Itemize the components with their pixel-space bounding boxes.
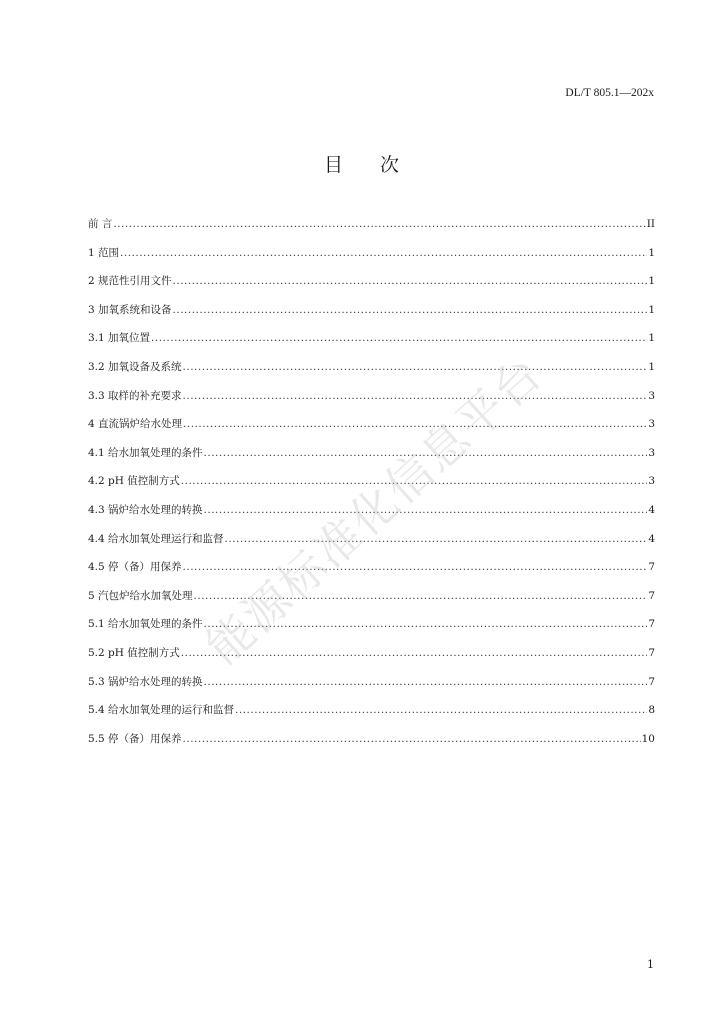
toc-entry-page: 3 [648, 418, 655, 431]
toc-entry[interactable] [88, 273, 655, 302]
toc-entry-label: 4.5 停（备）用保养 [88, 561, 182, 574]
toc-title-char-1: 目 [323, 154, 344, 176]
toc-entry[interactable] [88, 416, 655, 445]
toc-entry[interactable] [88, 674, 655, 703]
toc-dot-leader [183, 561, 648, 573]
toc-dot-leader [151, 332, 647, 344]
toc-entry-page: 3 [648, 475, 655, 488]
toc-entry[interactable] [88, 502, 655, 531]
toc-entry-label: 1 范围 [88, 246, 120, 259]
toc-dot-leader [183, 390, 648, 402]
toc-dot-leader [120, 247, 647, 259]
toc-entry-label: 5.3 锅炉给水处理的转换 [88, 675, 203, 688]
toc-entry-label: 5.2 pH 值控制方式 [88, 646, 180, 659]
toc-dot-leader [204, 618, 648, 630]
toc-entry-page: 4 [648, 503, 655, 516]
toc-entry-page: 1 [648, 332, 655, 345]
toc-dot-leader [225, 533, 648, 545]
toc-dot-leader [204, 676, 648, 688]
toc-dot-leader [183, 361, 648, 373]
toc-entry-page: 7 [648, 589, 655, 602]
toc-entry[interactable] [88, 645, 655, 674]
toc-entry-label: 4.2 pH 值控制方式 [88, 475, 180, 488]
toc-entry[interactable] [88, 245, 655, 274]
toc-entry[interactable] [88, 531, 655, 560]
toc-entry-page: 3 [648, 389, 655, 402]
toc-entry-label: 前 言 [88, 218, 113, 230]
toc-list [88, 216, 655, 759]
toc-entry[interactable] [88, 302, 655, 331]
toc-entry-page: II [646, 218, 655, 230]
toc-entry-page: 10 [641, 732, 655, 745]
toc-dot-leader [194, 590, 648, 602]
watermark: 能源标准化信息平台 [196, 345, 554, 675]
toc-entry-label: 3 加氧系统和设备 [88, 303, 172, 316]
toc-entry[interactable] [88, 702, 655, 731]
toc-entry-label: 4 直流锅炉给水处理 [88, 418, 183, 431]
toc-entry-label: 2 规范性引用文件 [88, 275, 172, 288]
toc-entry-label: 4.4 给水加氧处理运行和监督 [88, 532, 224, 545]
toc-entry-label: 5.5 停（备）用保养 [88, 732, 182, 745]
toc-title-char-2: 次 [380, 154, 401, 176]
toc-entry-page: 1 [648, 303, 655, 316]
toc-entry[interactable] [88, 473, 655, 502]
toc-entry-label: 3.3 取样的补充要求 [88, 389, 182, 402]
toc-entry-label: 5.4 给水加氧处理的运行和监督 [88, 704, 235, 717]
toc-dot-leader [183, 733, 641, 745]
toc-entry[interactable] [88, 216, 655, 245]
toc-entry-page: 8 [648, 704, 655, 717]
toc-entry-label: 3.2 加氧设备及系统 [88, 360, 182, 373]
toc-entry-page: 7 [648, 561, 655, 574]
toc-dot-leader [113, 218, 645, 230]
toc-entry[interactable] [88, 731, 655, 760]
toc-entry[interactable] [88, 588, 655, 617]
toc-entry-page: 7 [648, 618, 655, 631]
toc-entry-page: 1 [648, 246, 655, 259]
toc-entry-page: 7 [648, 675, 655, 688]
toc-entry-page: 4 [648, 532, 655, 545]
toc-dot-leader [235, 704, 647, 716]
toc-dot-leader [183, 418, 647, 430]
toc-entry[interactable] [88, 445, 655, 474]
toc-entry-label: 4.1 给水加氧处理的条件 [88, 446, 203, 459]
toc-entry[interactable] [88, 388, 655, 417]
toc-dot-leader [204, 504, 648, 516]
toc-dot-leader [181, 647, 648, 659]
toc-entry-page: 1 [648, 275, 655, 288]
toc-dot-leader [204, 447, 648, 459]
toc-dot-leader [173, 304, 648, 316]
toc-entry-label: 3.1 加氧位置 [88, 332, 151, 345]
toc-entry-label: 4.3 锅炉给水处理的转换 [88, 503, 203, 516]
toc-dot-leader [181, 475, 648, 487]
toc-entry[interactable] [88, 616, 655, 645]
toc-title [0, 150, 724, 177]
document-code: DL/T 805.1—202x [565, 87, 654, 99]
toc-entry-label: 5 汽包炉给水加氧处理 [88, 589, 193, 602]
toc-entry[interactable] [88, 359, 655, 388]
toc-entry-page: 1 [648, 360, 655, 373]
toc-dot-leader [173, 275, 648, 287]
toc-entry-page: 3 [648, 446, 655, 459]
toc-entry-label: 5.1 给水加氧处理的条件 [88, 618, 203, 631]
toc-entry[interactable] [88, 330, 655, 359]
toc-entry[interactable] [88, 559, 655, 588]
footer-page-number: 1 [647, 958, 654, 971]
toc-entry-page: 7 [648, 646, 655, 659]
